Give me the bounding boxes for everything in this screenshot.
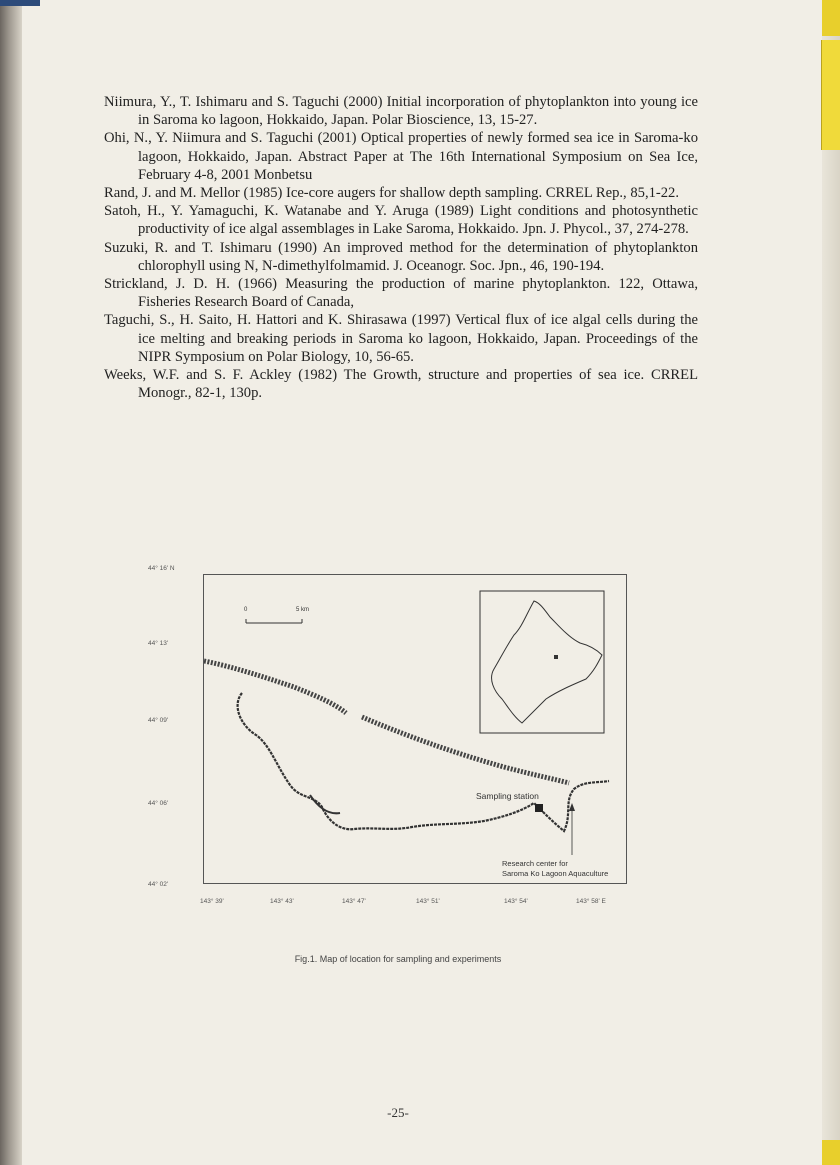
sampling-station-label: Sampling station xyxy=(476,791,539,801)
yellow-tab-bottom xyxy=(822,1140,840,1165)
yellow-sticky-tab xyxy=(821,40,840,150)
figure-caption: Fig.1. Map of location for sampling and experiments xyxy=(294,954,502,964)
reference-entry: Satoh, H., Y. Yamaguchi, K. Watanabe and Y. Aruga (1989) Light conditions and photosynthetic productivity of ice algal assemblages in Lake Saroma, Hokkaido. Jpn. J. Phycol., 37, 274-278. xyxy=(104,203,698,238)
location-map-figure xyxy=(140,560,660,905)
sampling-station-marker xyxy=(535,804,543,812)
lat-label: 44° 13' xyxy=(148,640,169,647)
sand-bar-west xyxy=(204,661,346,713)
lon-label: 143° 47' xyxy=(342,898,366,905)
reference-entry: Suzuki, R. and T. Ishimaru (1990) An improved method for the determination of phytoplankton chlorophyll using N, N-dimethylfolmamid. J. Oceanogr. Soc. Jpn., 46, 190-194. xyxy=(104,239,698,274)
reference-entry: Ohi, N., Y. Niimura and S. Taguchi (2001) Optical properties of newly formed sea ice in Saroma-ko lagoon, Hokkaido, Japan. Abstract Paper at The 16th International Symposium on Sea Ice, February 4-8, 2001 Monbetsu xyxy=(104,130,698,183)
binding-edge-mark xyxy=(0,0,40,6)
reference-list xyxy=(104,93,698,402)
lon-label: 143° 39' xyxy=(200,898,224,905)
scale-start-label: 0 xyxy=(244,607,248,613)
lat-label: 44° 02' xyxy=(148,881,169,888)
lon-label: 143° 43' xyxy=(270,898,294,905)
page-edge-strip xyxy=(822,0,840,1165)
reference-entry: Weeks, W.F. and S. F. Ackley (1982) The Growth, structure and properties of sea ice. CRREL Monogr., 82-1, 130p. xyxy=(104,367,698,402)
lat-label: 44° 16' N xyxy=(148,565,175,572)
lat-label: 44° 06' xyxy=(148,800,169,807)
lon-label: 143° 58' E xyxy=(576,898,606,905)
sand-bar-east xyxy=(362,717,569,783)
lagoon-map xyxy=(204,575,628,885)
reference-entry: Niimura, Y., T. Ishimaru and S. Taguchi (2000) Initial incorporation of phytoplankton into young ice in Saroma ko lagoon, Hokkaido, Japan. Polar Bioscience, 13, 15-27. xyxy=(104,94,698,129)
reference-entry: Strickland, J. D. H. (1966) Measuring the production of marine phytoplankton. 122, Ottawa, Fisheries Research Board of Canada, xyxy=(104,276,698,311)
research-center-label: Saroma Ko Lagoon Aquaculture xyxy=(502,869,609,878)
lon-label: 143° 51' xyxy=(416,898,440,905)
reference-entry: Taguchi, S., H. Saito, H. Hattori and K. Shirasawa (1997) Vertical flux of ice algal cells during the ice melting and breaking periods in Saroma ko lagoon, Hokkaido, Japan. Proceedings of the NIPR Symposium on Polar Biology, 10, 56-65. xyxy=(104,312,698,365)
research-center-label: Research center for xyxy=(502,859,568,868)
scale-end-label: 5 km xyxy=(296,607,310,613)
book-binding-shadow xyxy=(0,0,22,1165)
lagoon-coastline xyxy=(238,693,609,831)
reference-entry: Rand, J. and M. Mellor (1985) Ice-core augers for shallow depth sampling. CRREL Rep., 85,1-22. xyxy=(104,185,679,202)
inset-location-marker xyxy=(554,655,558,659)
yellow-tab-top xyxy=(822,0,840,36)
map-frame xyxy=(203,574,627,884)
hokkaido-outline xyxy=(492,601,602,723)
lat-label: 44° 09' xyxy=(148,717,169,724)
page-number: -25- xyxy=(387,1105,409,1120)
lon-label: 143° 54' xyxy=(504,898,528,905)
